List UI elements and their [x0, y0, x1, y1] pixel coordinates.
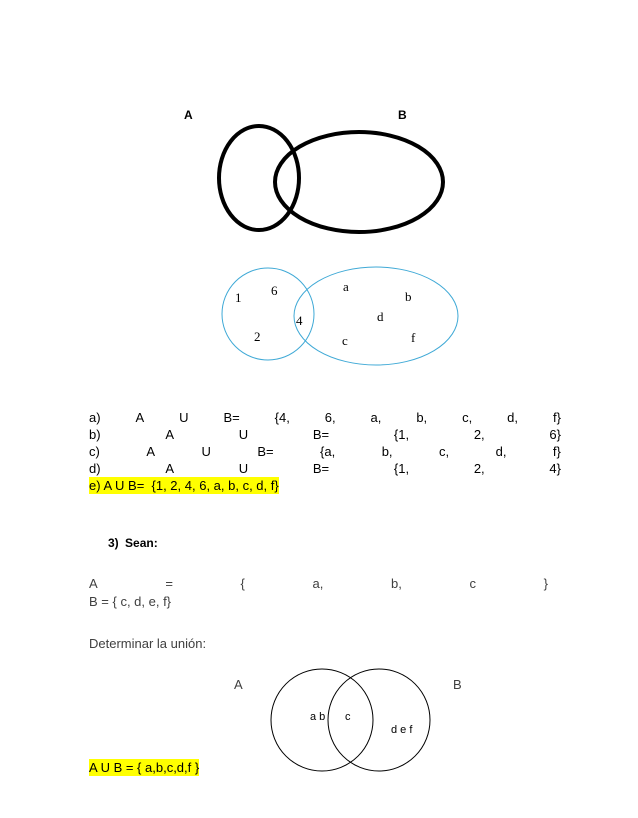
region-a-only: a b — [310, 711, 326, 723]
answer-token: 6} — [549, 427, 561, 442]
answer-token: A — [165, 427, 174, 442]
set-b-circle — [328, 669, 430, 771]
answer-row-c — [89, 443, 561, 460]
venn-diagram-elements — [220, 262, 460, 374]
answer-token: d, — [495, 444, 507, 459]
diagram1-label-b: B — [398, 108, 407, 122]
answer-token: A — [146, 444, 155, 459]
set-a-token: { — [240, 576, 245, 591]
set-a-token: } — [543, 576, 548, 591]
element-4: 4 — [296, 313, 303, 328]
answer-token: U — [238, 461, 249, 476]
set-a-token: b, — [391, 576, 402, 591]
section-number: 3) — [108, 536, 119, 550]
answer-token: 4} — [549, 461, 561, 476]
set-a-token: c — [469, 576, 476, 591]
element-1: 1 — [235, 290, 242, 305]
venn-diagram-union — [266, 666, 436, 776]
answer-token: U — [238, 427, 249, 442]
set-a-token: a, — [312, 576, 324, 591]
diagram3-label-a: A — [234, 677, 243, 692]
answer-token: b) — [89, 427, 101, 442]
answer-token: c, — [439, 444, 450, 459]
answer-token: B= — [257, 444, 274, 459]
answer-token: d, — [507, 410, 519, 425]
answer-e-highlighted: e) A U B= {1, 2, 4, 6, a, b, c, d, f} — [89, 478, 279, 493]
answer-token: c, — [462, 410, 473, 425]
section-title: Sean: — [125, 536, 158, 550]
answer-token: B= — [312, 461, 330, 476]
answer-token: B= — [223, 410, 240, 425]
answer-token: d) — [89, 461, 101, 476]
answer-token: U — [201, 444, 211, 459]
answer-token: b, — [416, 410, 428, 425]
answer-row-a — [89, 409, 561, 426]
answer-token: 2, — [473, 461, 485, 476]
section-heading — [108, 536, 158, 550]
answer-token: {4, — [274, 410, 290, 425]
answer-token: b, — [381, 444, 393, 459]
region-b-only: d e f — [391, 724, 413, 736]
element-b: b — [405, 289, 412, 304]
instruction-text: Determinar la unión: — [89, 636, 207, 651]
venn-diagram-bold — [210, 120, 450, 240]
set-a-token: = — [165, 576, 173, 591]
set-b-circle — [294, 267, 458, 365]
union-result-highlighted: A U B = { a,b,c,d,f } — [89, 760, 200, 775]
answer-token: B= — [312, 427, 330, 442]
element-2: 2 — [254, 329, 261, 344]
answer-token: {1, — [393, 461, 410, 476]
diagram1-label-a: A — [184, 108, 193, 122]
answer-token: f} — [552, 410, 561, 425]
element-6: 6 — [271, 283, 278, 298]
answer-token: {a, — [320, 444, 336, 459]
answer-token: 2, — [473, 427, 485, 442]
answer-token: f} — [552, 444, 561, 459]
answer-token: {1, — [393, 427, 410, 442]
answer-token: U — [179, 410, 189, 425]
answer-row-b — [89, 426, 561, 443]
set-a-token: A — [89, 576, 98, 591]
element-c: c — [342, 333, 348, 348]
region-intersection: c — [345, 711, 351, 723]
answer-row-d — [89, 460, 561, 477]
element-f: f — [411, 330, 416, 345]
answer-token: A — [165, 461, 174, 476]
answer-token: A — [135, 410, 145, 425]
diagram3-label-b: B — [453, 677, 462, 692]
set-a-circle — [219, 126, 299, 230]
answer-token: a, — [370, 410, 382, 425]
element-d: d — [377, 309, 384, 324]
answer-token: a) — [89, 410, 101, 425]
set-b-definition: B = { c, d, e, f} — [89, 594, 172, 609]
answer-token: 6, — [324, 410, 336, 425]
set-a-definition — [89, 575, 548, 592]
element-a: a — [343, 279, 349, 294]
answer-token: c) — [89, 444, 100, 459]
